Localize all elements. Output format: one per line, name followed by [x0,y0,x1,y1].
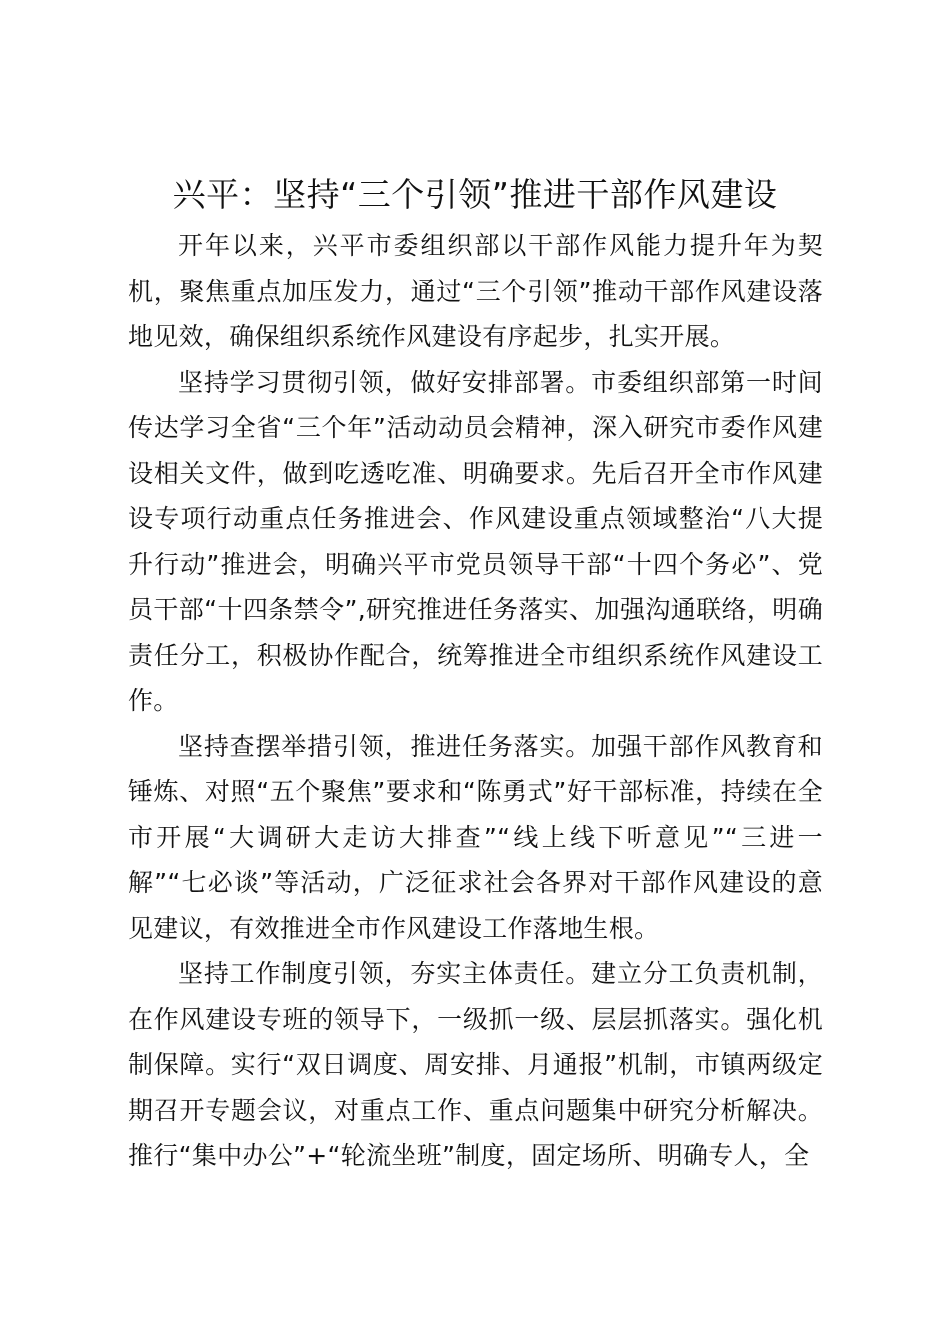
document-body [128,223,823,1179]
paragraph-study-guidance: 坚持学习贯彻引领，做好安排部署。市委组织部第一时间传达学习全省“三个年”活动动员会精神，深入研究市委作风建设相关文件，做到吃透吃准、明确要求。先后召开全市作风建设专项行动重点任务推进会、作风建设重点领域整治“八大提升行动”推进会，明确兴平市党员领导干部“十四个务必”、党员干部“十四条禁令”,研究推进任务落实、加强沟通联络，明确责任分工，积极协作配合，统筹推进全市组织系统作风建设工作。 [128,367,823,715]
paragraph-review-measures: 坚持查摆举措引领，推进任务落实。加强干部作风教育和锤炼、对照“五个聚焦”要求和“陈勇式”好干部标准，持续在全市开展“大调研大走访大排查”“线上线下听意见”“三进一解”“七必谈”等活动，广泛征求社会各界对干部作风建设的意见建议，有效推进全市作风建设工作落地生根。 [128,731,823,943]
paragraph-intro: 开年以来，兴平市委组织部以干部作风能力提升年为契机，聚焦重点加压发力，通过“三个引领”推动干部作风建设落地见效，确保组织系统作风建设有序起步，扎实开展。 [128,231,823,351]
document-title: 兴平：坚持“三个引领”推进干部作风建设 [172,175,778,214]
paragraph-work-system: 坚持工作制度引领，夯实主体责任。建立分工负责机制，在作风建设专班的领导下，一级抓一级、层层抓落实。强化机制保障。实行“双日调度、周安排、月通报”机制，市镇两级定期召开专题会议，对重点工作、重点问题集中研究分析解决。推行“集中办公”+“轮流坐班”制度，固定场所、明确专人，全 [128,959,823,1170]
